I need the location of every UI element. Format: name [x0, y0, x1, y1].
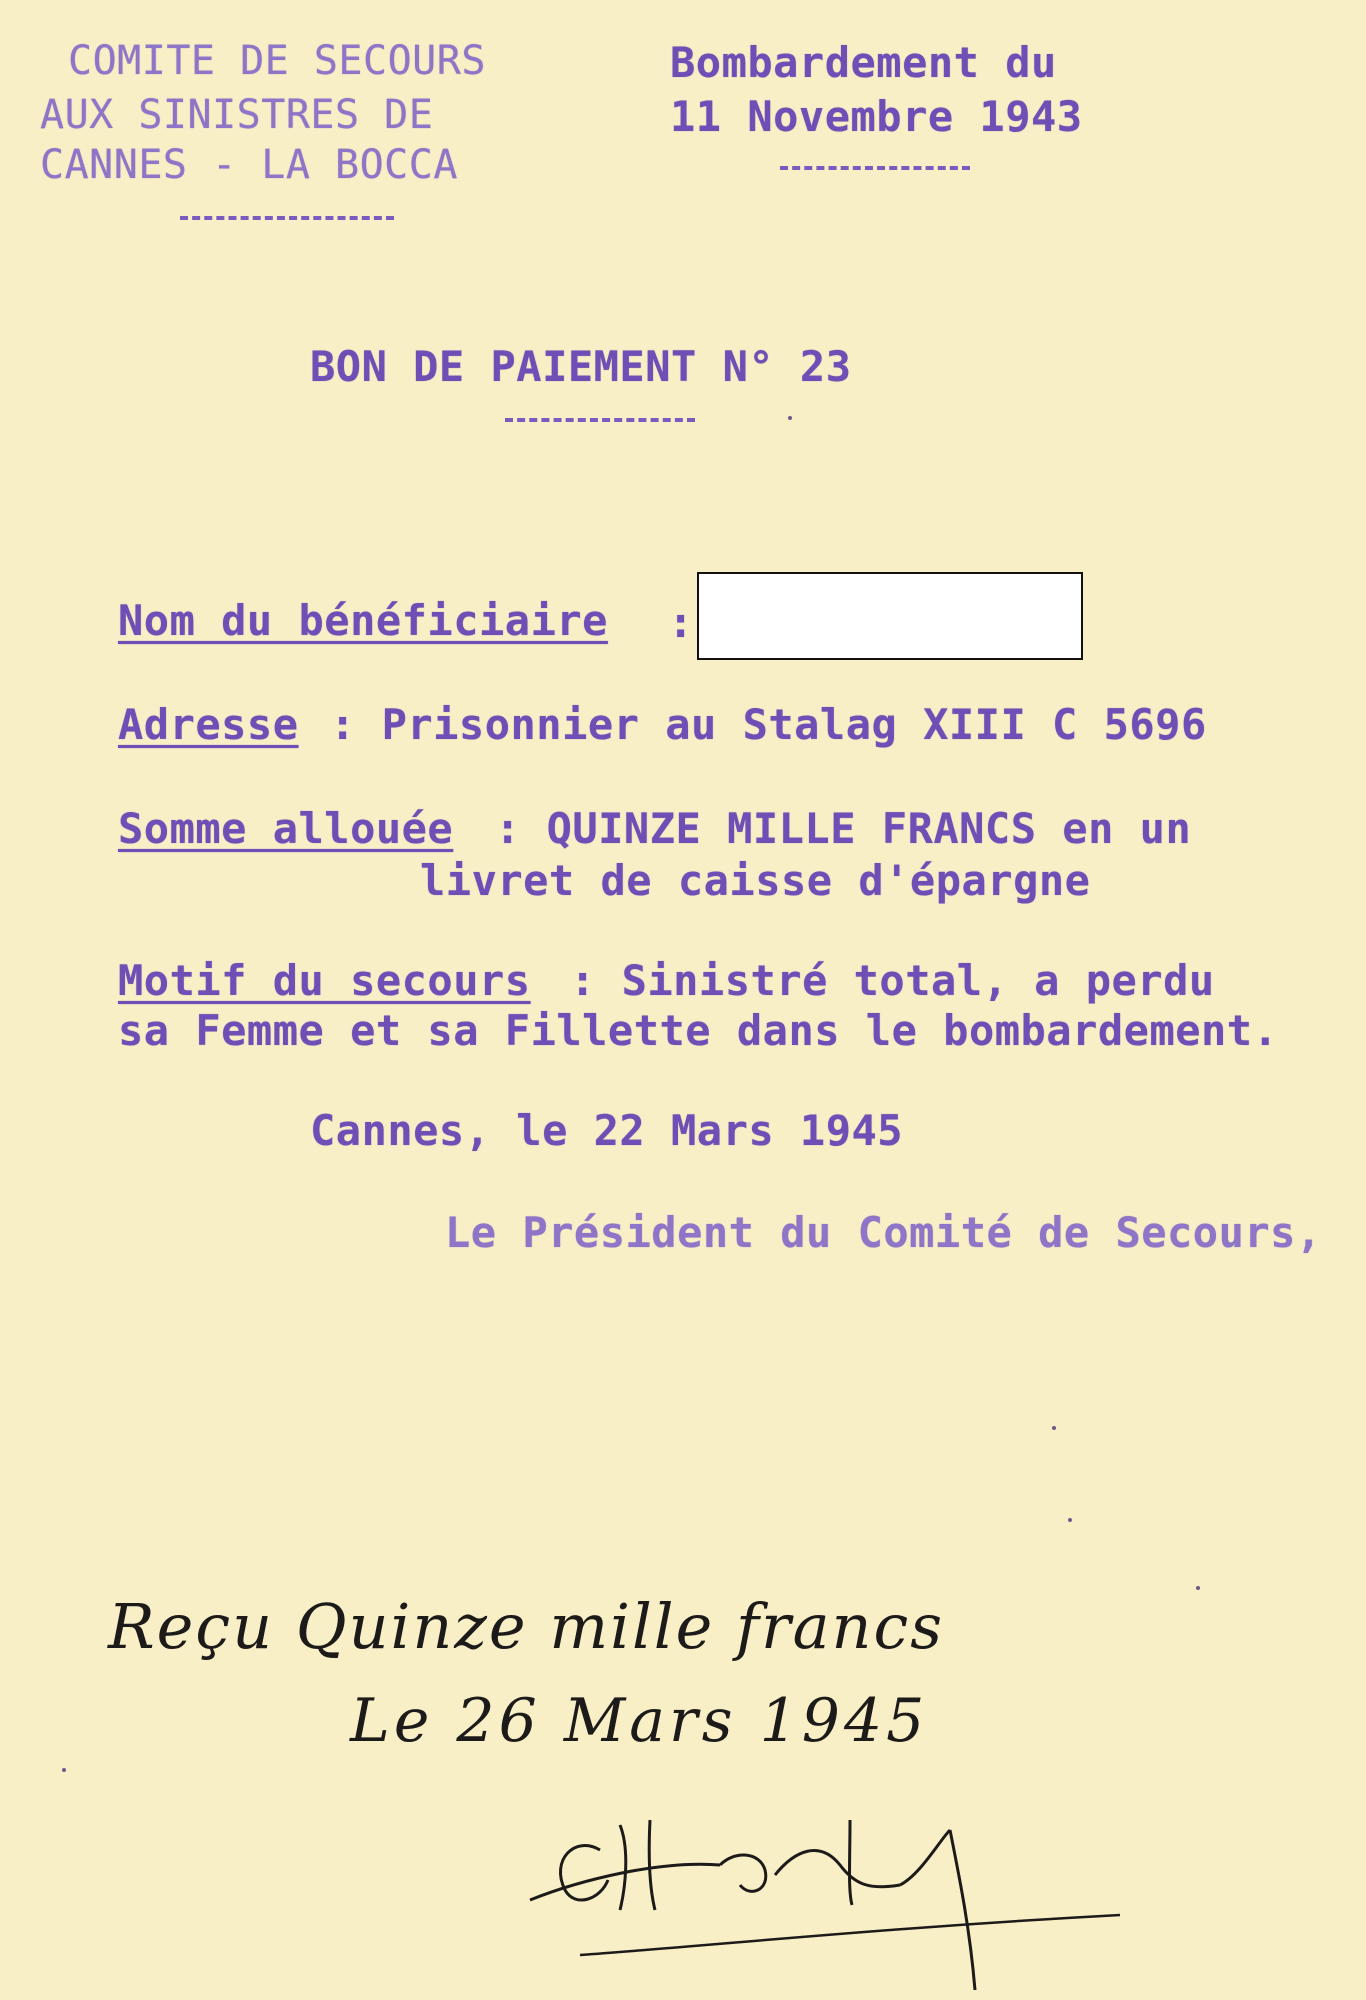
amount-value-line-1: : QUINZE MILLE FRANCS en un	[495, 804, 1192, 853]
amount-label: Somme allouée	[118, 804, 454, 853]
title-dash-rule	[505, 418, 695, 422]
address-label: Adresse	[118, 700, 299, 749]
event-dash-rule	[780, 166, 970, 170]
voucher-title: BON DE PAIEMENT N° 23	[310, 342, 852, 391]
address-value: : Prisonnier au Stalag XIII C 5696	[330, 700, 1207, 749]
redacted-name-box	[697, 572, 1083, 660]
handwritten-receipt-line-1: Reçu Quinze mille francs	[108, 1590, 945, 1663]
handwritten-signature	[520, 1780, 1140, 2000]
reason-label: Motif du secours	[118, 956, 531, 1005]
committee-line-2: AUX SINISTRES DE	[40, 92, 434, 138]
ink-speck	[1052, 1426, 1056, 1430]
reason-value-line-2: sa Femme et sa Fillette dans le bombardement.	[118, 1006, 1279, 1055]
committee-dash-rule	[180, 216, 394, 220]
event-line-1: Bombardement du	[670, 38, 1057, 87]
place-date: Cannes, le 22 Mars 1945	[310, 1106, 904, 1155]
amount-value-line-2: livret de caisse d'épargne	[420, 856, 1091, 905]
event-line-2: 11 Novembre 1943	[670, 92, 1083, 141]
ink-speck	[1196, 1586, 1200, 1590]
ink-speck	[788, 416, 792, 420]
ink-speck	[62, 1768, 66, 1772]
name-separator: :	[668, 598, 694, 647]
committee-line-3: CANNES - LA BOCCA	[40, 142, 458, 188]
ink-speck	[1068, 1518, 1072, 1522]
committee-line-1: COMITE DE SECOURS	[68, 38, 486, 84]
signatory-line: Le Président du Comité de Secours,	[445, 1208, 1322, 1257]
name-label: Nom du bénéficiaire	[118, 596, 608, 645]
handwritten-receipt-line-2: Le 26 Mars 1945	[350, 1686, 929, 1756]
reason-value-line-1: : Sinistré total, a perdu	[570, 956, 1215, 1005]
